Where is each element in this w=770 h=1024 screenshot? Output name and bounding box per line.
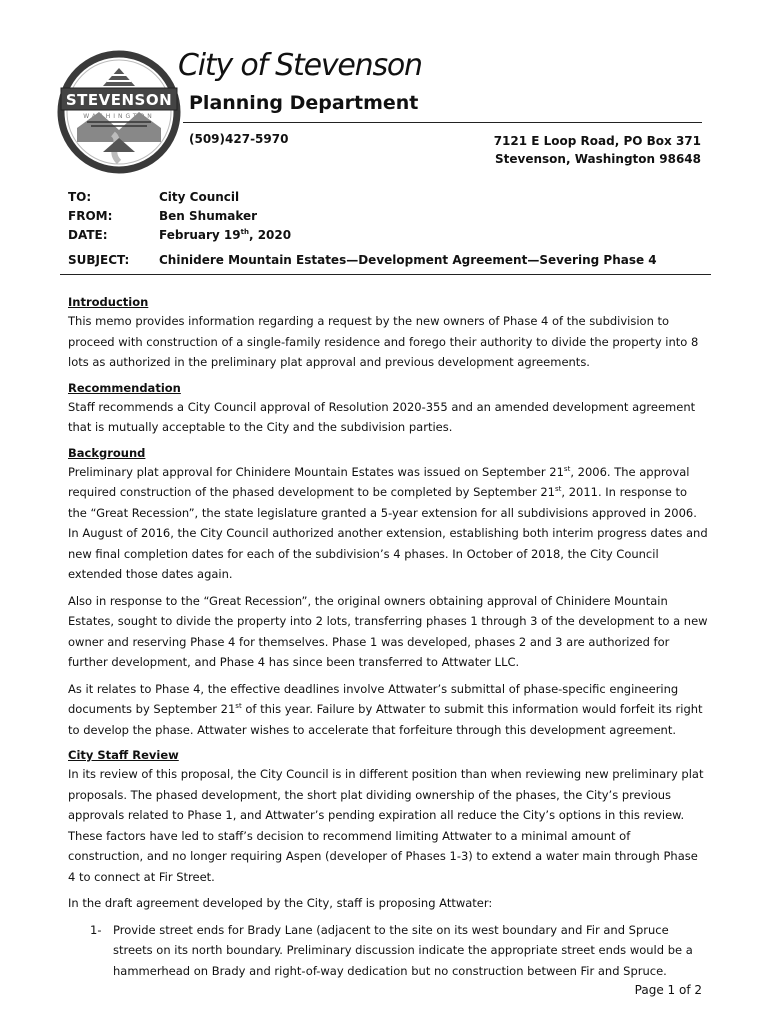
memo-date-label: DATE:	[68, 228, 108, 242]
background-paragraph-3: As it relates to Phase 4, the effective deadlines involve Attwater’s submittal of phase-specific engineering documents by September 21st of this year. Failure by Attwater to submit this information would forfeit its right to develop the phase. Attwater wishes to accelerate that forfeiture through this development agreement.	[68, 681, 703, 737]
memo-from-value: Ben Shumaker	[159, 209, 258, 223]
staff-review-paragraph-1: In its review of this proposal, the City Council is in different position than when reviewing new preliminary plat proposals. The phased development, the short plat dividing ownership of the phases, the City’s previous approvals related to Phase 1, and Attwater’s pending expiration all reduce the City’s options in this review. These factors have led to staff’s decision to recommend limiting Attwater to a minimal amount of construction, and no longer requiring Aspen (developer of Phases 1-3) to extend a water main through Phase 4 to connect at Fir Street.	[68, 767, 704, 884]
page-number: Page 1 of 2	[634, 983, 702, 997]
recommendation-text: Staff recommends a City Council approval of Resolution 2020-355 and an amended development agreement that is mutually acceptable to the City and the subdivision parties.	[68, 399, 696, 434]
introduction-text: This memo provides information regarding a request by the new owners of Phase 4 of the subdivision to proceed with construction of a single-family residence and forego their authority to divide the property into 8 lots as authorized in the preliminary plat approval and previous development agreements.	[68, 314, 699, 369]
logo-wordmark: STEVENSON	[65, 91, 173, 109]
memo-body	[68, 293, 708, 981]
address-block	[494, 132, 701, 168]
introduction-heading: Introduction	[68, 295, 149, 309]
background-paragraph-2: Also in response to the “Great Recession”, the original owners obtaining approval of Chinidere Mountain Estates, sought to divide the property into 2 lots, transferring phases 1 through 3 of the development to a new owner and reserving Phase 4 for themselves. Phase 1 was developed, phases 2 and 3 are authorized for further development, and Phase 4 has since been transferred to Attwater LLC.	[68, 593, 708, 669]
memo-subject-label: SUBJECT:	[68, 253, 130, 267]
memo-to-value: City Council	[159, 190, 240, 204]
department-title: Planning Department	[189, 92, 419, 114]
proposal-list	[68, 920, 708, 982]
staff-review-heading: City Staff Review	[68, 748, 179, 762]
memo-to-label: TO:	[68, 190, 92, 204]
memo-from-label: FROM:	[68, 209, 113, 223]
logo-subwordmark: WASHINGTON	[83, 113, 155, 120]
address-line-2: Stevenson, Washington 98648	[495, 152, 701, 166]
staff-review-paragraph-2: In the draft agreement developed by the City, staff is proposing Attwater:	[68, 896, 493, 910]
memo-date-value: February 19th, 2020	[159, 228, 292, 242]
phone-number: (509)427-5970	[189, 132, 289, 146]
memo-divider	[60, 274, 711, 275]
list-item-number: 1-	[90, 922, 102, 937]
memo-subject-value: Chinidere Mountain Estates—Development Agreement—Severing Phase 4	[159, 253, 657, 267]
header-divider	[183, 122, 702, 123]
city-logo	[57, 50, 181, 174]
city-title: City of Stevenson	[178, 48, 422, 83]
list-item	[68, 920, 708, 982]
background-heading: Background	[68, 445, 146, 460]
list-item-text: Provide street ends for Brady Lane (adjacent to the site on its west boundary and Fir and Spruce streets on its north boundary. Preliminary discussion indicate the appropriate street ends would be a hammerhead on Brady and right-of-way dedication but no construction between Fir and Spruce.	[113, 922, 693, 978]
background-paragraph-1: Preliminary plat approval for Chinidere Mountain Estates was issued on September 21st, 2006. The approval required construction of the phased development to be completed by September 21st, 2011. In response to the “Great Recession”, the state legislature granted a 5-year extension for all subdivisions approved in 2006. In August of 2016, the City Council authorized another extension, establishing both interim progress dates and new final completion dates for each of the subdivision’s 4 phases. In October of 2018, the City Council extended those dates again.	[68, 464, 708, 581]
recommendation-heading: Recommendation	[68, 380, 181, 395]
address-line-1: 7121 E Loop Road, PO Box 371	[493, 134, 701, 148]
